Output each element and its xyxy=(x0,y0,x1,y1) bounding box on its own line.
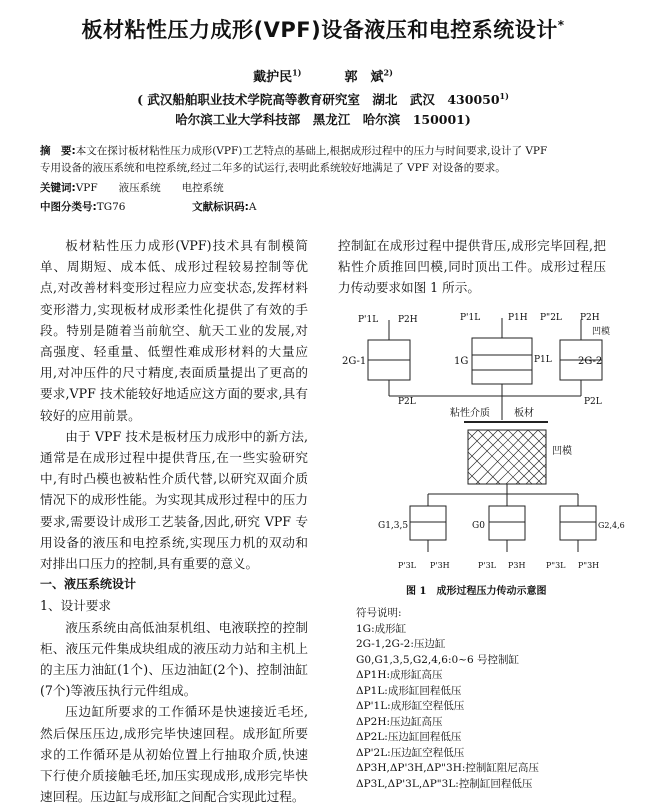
paragraph-intro-1: 板材粘性压力成形(VPF)技术具有制模简单、周期短、成本低、成形过程较易控制等优点,对改善材料变形过程应力应变状态,发挥材料变形潜力,实现板材成形柔性化提供了有效的手段。特别是随着当前航空、航天工业的发展,对高强度、轻重量、低塑性难成形材料的大量应用,对冲压件的尺寸精度,表面质量提出了更高的要求,VPF 技术能较好地适应这方面的要求,具有较好的应用前景。 xyxy=(40,238,308,423)
cylinder-1g xyxy=(472,338,532,384)
label-b5: P"3L xyxy=(546,561,566,570)
cylinder-g0 xyxy=(489,506,525,540)
label-blank: 板材 xyxy=(514,408,534,419)
label-p2l-right: P2L xyxy=(584,397,602,407)
label-p2l-left: P2L xyxy=(398,397,416,407)
label-p1l-prime-left: P'1L xyxy=(358,315,379,325)
cylinder-g246 xyxy=(560,506,596,540)
keywords-text: VPF 液压系统 电控系统 xyxy=(75,182,224,194)
legend-item-5: ΔP'1L:成形缸空程低压 xyxy=(356,700,465,712)
right-column xyxy=(338,235,606,299)
label-p2l-dprime: P"2L xyxy=(540,313,562,323)
affiliation-2: 哈尔滨工业大学科技部 黑龙江 哈尔滨 150001) xyxy=(175,112,471,127)
abstract-line-1 xyxy=(40,143,606,160)
legend-item-9: ΔP3H,ΔP'3H,ΔP"3H:控制缸阻尼高压 xyxy=(356,762,539,774)
label-1g: 1G xyxy=(454,356,469,367)
label-g246: G2,4,6 xyxy=(598,521,625,530)
abstract-line-2: 专用设备的液压系统和电控系统,经过二年多的试运行,表明此系统较好地满足了 VPF 对设备的要求。 xyxy=(40,162,506,174)
label-g135: G1,3,5 xyxy=(378,521,409,531)
left-column xyxy=(40,235,308,807)
label-p2h-right: P2H xyxy=(580,313,600,323)
affiliation-1 xyxy=(0,90,646,108)
abstract-label: 摘 要: xyxy=(40,145,76,157)
title-footnote-mark: * xyxy=(557,18,565,32)
section-heading: 一、液压系统设计 xyxy=(40,577,137,592)
paragraph-control: 控制缸在成形过程中提供背压,成形完毕回程,把粘性介质推回凹模,同时顶出工件。成形过程压力传动要求如图 1 所示。 xyxy=(338,238,606,296)
legend-item-8: ΔP'2L:压边缸空程低压 xyxy=(356,746,465,759)
affiliation-1-text: ( 武汉船舶职业技术学院高等教育研究室 湖北 武汉 430050 xyxy=(137,92,500,107)
clc-label: 中图分类号: xyxy=(40,201,97,213)
label-b1: P'3L xyxy=(398,561,416,570)
label-b4: P3H xyxy=(508,561,526,570)
classification xyxy=(40,199,256,214)
label-p1l: P1L xyxy=(534,355,552,365)
figure-caption: 图 1 成形过程压力传动示意图 xyxy=(406,586,547,597)
legend-item-2: G0,G1,3,5,G2,4,6:0~6 号控制缸 xyxy=(356,653,519,666)
doc-code-label: 文献标识码: xyxy=(192,201,249,213)
label-die: 凹模 xyxy=(552,446,572,457)
subsection-heading: 1、设计要求 xyxy=(40,598,111,614)
author-2-sup: 2) xyxy=(383,67,393,78)
title-text: 板材粘性压力成形(VPF)设备液压和电控系统设计 xyxy=(81,18,558,42)
symbol-legend xyxy=(356,606,606,792)
legend-item-3: ΔP1H:成形缸高压 xyxy=(356,669,443,681)
clc-code: TG76 xyxy=(96,201,126,213)
label-p2h-left: P2H xyxy=(398,315,418,325)
author-1-sup: 1) xyxy=(292,67,302,78)
doc-code: A xyxy=(248,201,257,213)
abstract xyxy=(40,143,606,177)
label-2g-1: 2G-1 xyxy=(342,356,367,367)
keywords xyxy=(40,180,224,195)
label-p1l-prime: P'1L xyxy=(460,313,481,323)
label-p1h: P1H xyxy=(508,313,528,323)
author-1: 戴护民 xyxy=(253,70,293,85)
legend-item-4: ΔP1L:成形缸回程低压 xyxy=(356,684,462,697)
label-b6: P"3H xyxy=(578,561,600,570)
abstract-text-1: 本文在探讨板材粘性压力成形(VPF)工艺特点的基础上,根据成形过程中的压力与时间要求,设计了 VPF xyxy=(75,145,548,157)
figure-pressure-transmission xyxy=(338,300,625,600)
paragraph-system: 液压系统由高低油泵机组、电液联控的控制柜、液压元件集成块组成的液压动力站和主机上的主压力油缸(1个)、压边油缸(2个)、控制油缸(7个)等液压执行元件组成。 xyxy=(40,619,308,699)
label-b2: P'3H xyxy=(430,561,450,570)
author-2: 郭 斌 xyxy=(344,70,384,85)
paragraph-intro-2: 由于 VPF 技术是板材压力成形中的新方法,通常是在成形过程中提供背压,在一些实验研究中,有时凸模也被粘性介质代替,以研究双面介质情况下的成形性能。为实现其成形过程中的压力要求,需要设计成形工艺装备,因此,研究 VPF 专用设备的液压和电控系统,实现压力机的双动和对排出口压力的控制,具有重要的意义。 xyxy=(40,428,308,572)
label-g0: G0 xyxy=(472,521,485,531)
label-b3: P'3L xyxy=(478,561,496,570)
paragraph-cycle: 压边缸所要求的工作循环是快速接近毛坯,然后保压压边,成形完毕快速回程。成形缸所要求的工作循环是从初始位置上行抽取介质,快速下行使介质接触毛坯,加压实现成形,成形完毕快速回程。压边缸与成形缸之间配合实现此过程。 xyxy=(40,704,308,805)
label-viscous-medium: 粘性介质 xyxy=(450,408,490,419)
paper-title xyxy=(0,14,646,44)
cylinder-g135 xyxy=(410,506,446,540)
legend-item-0: 1G:成形缸 xyxy=(356,622,407,635)
keywords-label: 关键词: xyxy=(40,182,76,194)
legend-item-7: ΔP2L:压边缸回程低压 xyxy=(356,731,462,743)
legend-item-10: ΔP3L,ΔP'3L,ΔP"3L:控制缸回程低压 xyxy=(356,777,533,790)
affiliation-1-sup: 1) xyxy=(499,90,509,101)
legend-title: 符号说明: xyxy=(356,607,402,619)
label-2g-2: 2G-2 xyxy=(578,356,603,367)
authors xyxy=(0,66,646,85)
label-die-top: 凹模 xyxy=(592,327,611,337)
legend-item-1: 2G-1,2G-2:压边缸 xyxy=(356,638,446,650)
legend-item-6: ΔP2H:压边缸高压 xyxy=(356,715,443,728)
